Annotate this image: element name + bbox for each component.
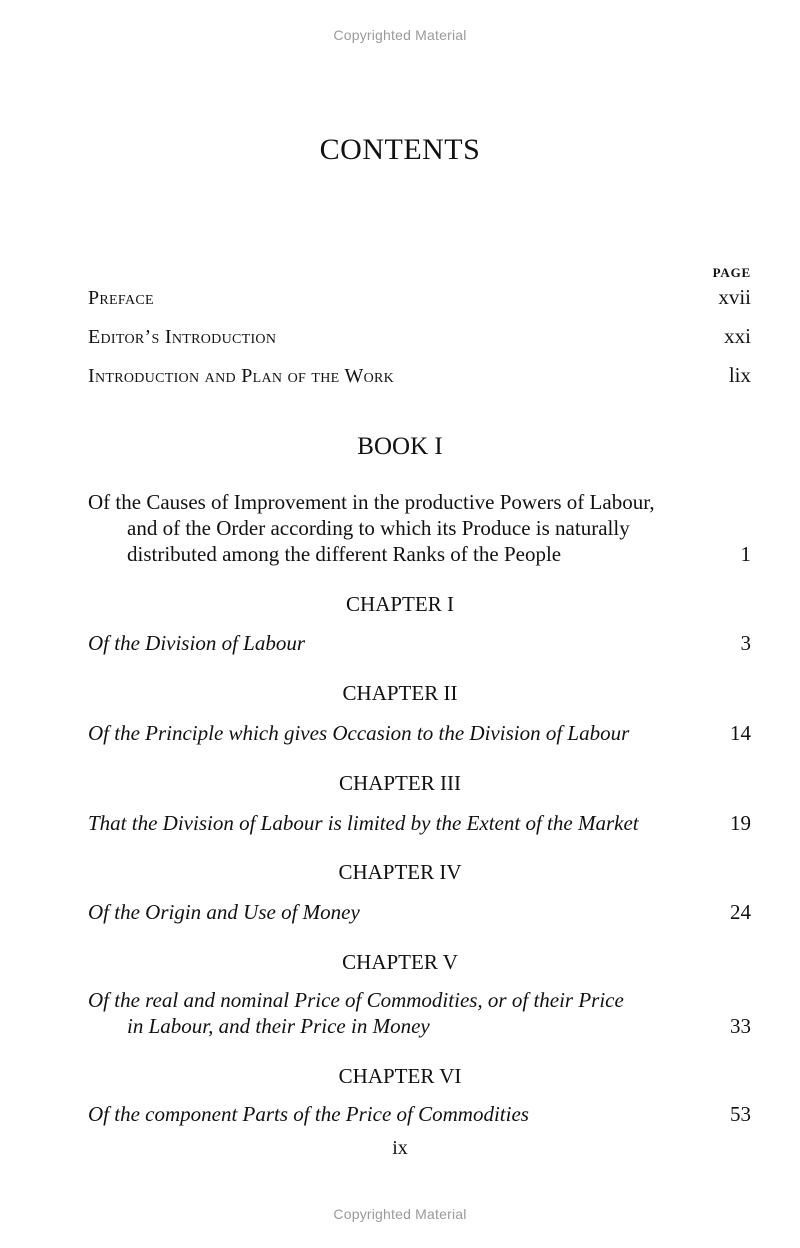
chapter-entry [88, 810, 751, 836]
chapter-entry [88, 1101, 751, 1127]
chapter-entry-line [88, 720, 751, 746]
chapter-entry-line [88, 1013, 751, 1039]
toc-entry-page: 33 [730, 1014, 751, 1038]
chapter-heading: CHAPTER III [339, 771, 461, 795]
toc-entry-editors-introduction [88, 324, 751, 350]
toc-entry-page: 14 [730, 721, 751, 745]
book-description-last-line [88, 541, 751, 567]
book-description [88, 489, 751, 567]
toc-entry-page: xvii [718, 285, 751, 309]
page-title: CONTENTS [319, 133, 481, 166]
toc-entry-introduction-plan [88, 363, 751, 389]
book-description-line: Of the Causes of Improvement in the productive Powers of Labour, [88, 490, 655, 514]
chapter-entry [88, 630, 751, 656]
toc-entry-preface [88, 285, 751, 311]
chapter-heading: CHAPTER V [342, 950, 458, 974]
page-column-label: PAGE [712, 265, 751, 280]
toc-entry-label: Preface [88, 287, 154, 309]
toc-entry-page: 3 [740, 631, 751, 655]
chapter-title: Of the component Parts of the Price of Commodities [88, 1102, 529, 1126]
book-description-line: and of the Order according to which its Produce is naturally [127, 516, 630, 540]
chapter-title-continued: in Labour, and their Price in Money [127, 1014, 430, 1038]
book-heading: BOOK I [357, 433, 443, 460]
page-number: ix [392, 1137, 408, 1159]
chapter-entry [88, 987, 751, 1039]
chapter-title: Of the Division of Labour [88, 631, 306, 655]
toc-entry-label: Editor’s Introduction [88, 326, 277, 348]
chapter-title: Of the Origin and Use of Money [88, 900, 360, 924]
copyright-watermark-bottom: Copyrighted Material [333, 1206, 467, 1222]
book-description-line: distributed among the different Ranks of the People [127, 542, 562, 566]
chapter-entry-line [88, 630, 751, 656]
toc-entry-page: 1 [740, 542, 751, 566]
chapter-entry-line [88, 1101, 751, 1127]
copyright-watermark-top: Copyrighted Material [333, 27, 467, 43]
chapter-heading: CHAPTER II [342, 681, 458, 705]
toc-entry-label: Introduction and Plan of the Work [88, 365, 395, 387]
toc-entry-page: lix [728, 363, 751, 387]
chapter-title: Of the real and nominal Price of Commodities, or of their Price [88, 988, 624, 1012]
toc-entry-page: 53 [730, 1102, 751, 1126]
toc-entry-page: xxi [724, 324, 751, 348]
chapter-entry-line [88, 810, 751, 836]
chapter-entry-line [88, 899, 751, 925]
chapter-heading: CHAPTER I [346, 592, 454, 616]
chapter-title: Of the Principle which gives Occasion to the Division of Labour [88, 721, 630, 745]
chapter-heading: CHAPTER VI [338, 1064, 462, 1088]
chapter-title: That the Division of Labour is limited by the Extent of the Market [88, 811, 639, 835]
chapter-entry [88, 720, 751, 746]
toc-entry-page: 24 [730, 900, 751, 924]
chapter-entry [88, 899, 751, 925]
chapter-heading: CHAPTER IV [338, 860, 462, 884]
toc-entry-page: 19 [730, 811, 751, 835]
